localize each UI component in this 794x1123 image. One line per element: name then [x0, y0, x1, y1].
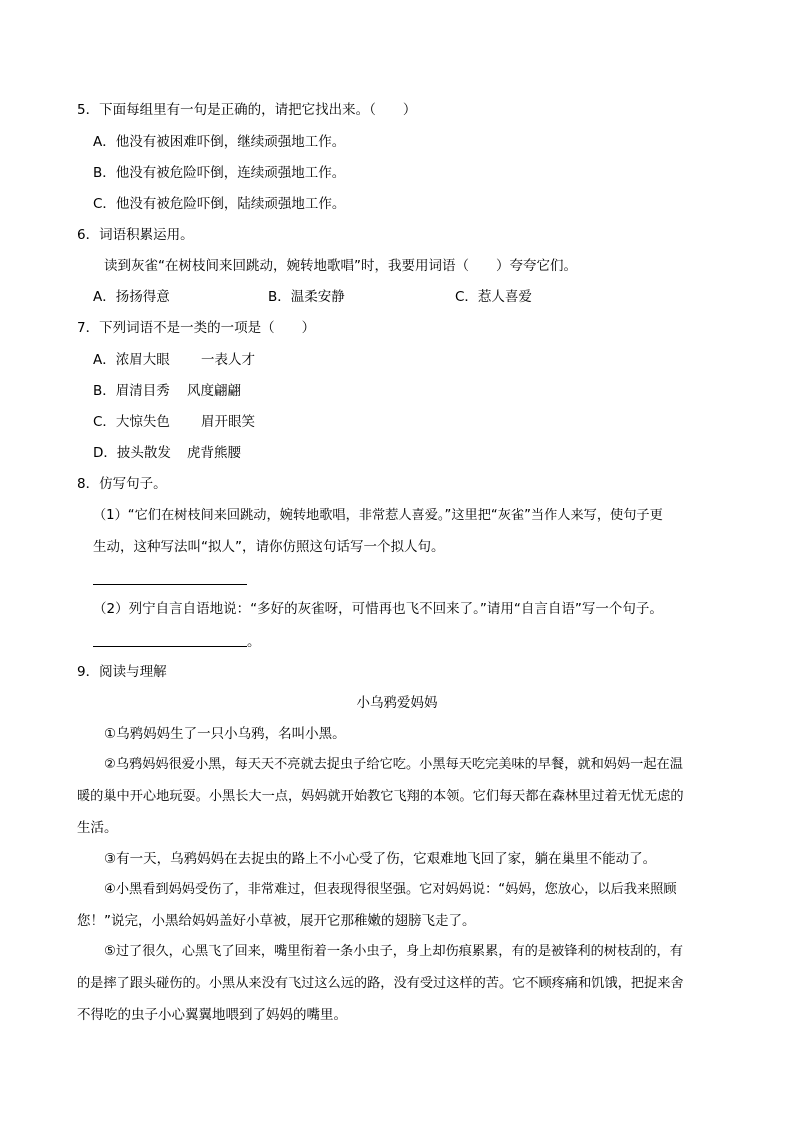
passage-title: 小乌鸦爱妈妈: [356, 695, 438, 711]
q6-option-c: C．惹人喜爱: [455, 289, 532, 305]
q5-option-b: B．他没有被危险吓倒，连续顽强地工作。: [93, 165, 346, 181]
passage-paragraph-5-line-2: 的是摔了跟头碰伤的。小黑从来没有飞过这么远的路，没有受过这样的苦。它不顾疼痛和饥饿，把捉来舍: [77, 976, 684, 991]
q6-option-a: A．扬扬得意: [93, 289, 170, 305]
q7-option-b-left: B．眉清目秀: [93, 383, 170, 399]
q8-sub2-period: 。: [247, 634, 261, 650]
q8-sub2: （2）列宁自言自语地说：“多好的灰雀呀，可惜再也飞不回来了。”请用“自言自语”写一个句子。: [93, 601, 663, 617]
q7-option-d-right: 虎背熊腰: [187, 445, 241, 461]
passage-paragraph-2-line-2: 暖的巢中开心地玩耍。小黑长大一点，妈妈就开始教它飞翔的本领。它们每天都在森林里过着无忧无虑的: [77, 789, 684, 804]
passage-paragraph-4-line-2: 您！”说完，小黑给妈妈盖好小草被，展开它那稚嫩的翅膀飞走了。: [77, 913, 476, 929]
q5-option-c: C．他没有被危险吓倒，陆续顽强地工作。: [93, 196, 346, 212]
q8-answer-blank-1[interactable]: [93, 584, 247, 585]
q5-option-a: A．他没有被困难吓倒，继续顽强地工作。: [93, 134, 346, 150]
q7-stem: 7．下列词语不是一类的一项是（ ）: [77, 320, 316, 336]
passage-paragraph-1: ①乌鸦妈妈生了一只小乌鸦，名叫小黑。: [104, 726, 346, 742]
q9-stem: 9．阅读与理解: [77, 664, 167, 680]
q8-answer-blank-2[interactable]: [93, 646, 247, 647]
q6-option-b: B．温柔安静: [268, 289, 345, 305]
q6-stem: 6．词语积累运用。: [77, 227, 194, 243]
passage-paragraph-2-line-1: ②乌鸦妈妈很爱小黑，每天天不亮就去捉虫子给它吃。小黑每天吃完美味的早餐，就和妈妈一起在温: [104, 757, 683, 772]
q7-option-c-left: C．大惊失色: [93, 414, 170, 430]
q7-option-a-right: 一表人才: [201, 352, 255, 368]
q8-stem: 8．仿写句子。: [77, 476, 167, 492]
passage-paragraph-5-line-1: ⑤过了很久，心黑飞了回来，嘴里衔着一条小虫子，身上却伤痕累累，有的是被锋利的树枝刮的，有: [104, 944, 683, 959]
passage-paragraph-2-line-3: 生活。: [77, 820, 118, 836]
passage-paragraph-5-line-3: 不得吃的虫子小心翼翼地喂到了妈妈的嘴里。: [77, 1007, 347, 1023]
q8-sub1-line2: 生动，这种写法叫“拟人”，请你仿照这句话写一个拟人句。: [93, 539, 445, 555]
q7-option-d-left: D．披头散发: [93, 445, 171, 461]
q8-sub1-line1: （1）“它们在树枝间来回跳动，婉转地歌唱，非常惹人喜爱。”这里把“灰雀”当作人来写，使句子更: [93, 508, 663, 523]
passage-paragraph-4-line-1: ④小黑看到妈妈受伤了，非常难过，但表现得很坚强。它对妈妈说：“妈妈，您放心，以后我来照顾: [104, 882, 677, 897]
q6-prompt: 读到灰雀“在树枝间来回跳动，婉转地歌唱”时，我要用词语（ ）夸夸它们。: [104, 258, 577, 274]
q5-stem: 5．下面每组里有一句是正确的，请把它找出来。（ ）: [77, 102, 417, 118]
passage-paragraph-3: ③有一天，乌鸦妈妈在去捉虫的路上不小心受了伤，它艰难地飞回了家，躺在巢里不能动了。: [104, 851, 657, 867]
q7-option-a-left: A．浓眉大眼: [93, 352, 170, 368]
q7-option-b-right: 风度翩翩: [187, 383, 241, 399]
q7-option-c-right: 眉开眼笑: [201, 414, 255, 430]
